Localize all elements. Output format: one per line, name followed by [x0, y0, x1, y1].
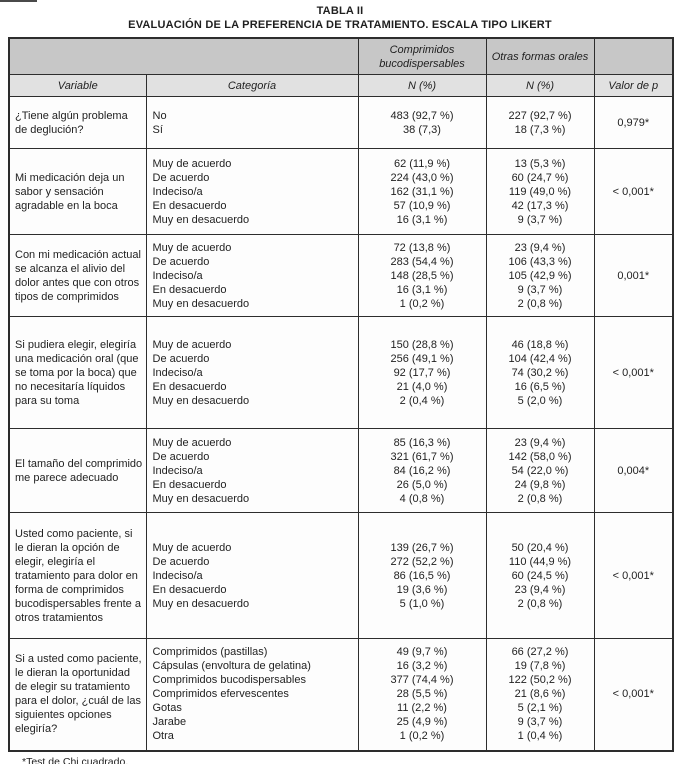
- bucodispersables-value-cell: [358, 429, 486, 513]
- category-line: Muy en desacuerdo: [152, 297, 250, 310]
- p-value-cell: < 0,001*: [594, 149, 673, 235]
- value-line: 1 (0,4 %): [517, 730, 563, 743]
- category-line: Muy de acuerdo: [152, 241, 232, 254]
- category-line: De acuerdo: [152, 171, 210, 184]
- variable-cell: Con mi medicación actual se alcanza el alivio del dolor antes que con otros tipos de comprimidos: [9, 235, 146, 317]
- value-line: 256 (49,1 %): [390, 352, 454, 365]
- bucodispersables-value-cell: [358, 235, 486, 317]
- otras-formas-value-cell: [486, 513, 594, 639]
- value-line: 2 (0,8 %): [517, 597, 563, 610]
- value-line: 74 (30,2 %): [511, 366, 569, 379]
- value-line: 227 (92,7 %): [508, 109, 572, 122]
- value-line: 5 (2,0 %): [517, 394, 563, 407]
- category-line: De acuerdo: [152, 450, 210, 463]
- p-value-cell: < 0,001*: [594, 513, 673, 639]
- value-line: 66 (27,2 %): [511, 646, 569, 659]
- table-title: TABLA II: [316, 5, 364, 17]
- category-line: Comprimidos bucodispersables: [152, 674, 306, 687]
- category-cell: [146, 97, 358, 149]
- category-cell: [146, 149, 358, 235]
- value-line: 483 (92,7 %): [390, 109, 454, 122]
- category-line: De acuerdo: [152, 555, 210, 568]
- bucodispersables-value-cell: [358, 513, 486, 639]
- header-valor-p: Valor de p: [594, 75, 673, 97]
- value-line: 13 (5,3 %): [514, 157, 566, 170]
- value-line: 321 (61,7 %): [390, 450, 454, 463]
- category-line: No: [152, 109, 167, 122]
- otras-formas-value-cell: [486, 639, 594, 751]
- variable-cell: Mi medicación deja un sabor y sensación agradable en la boca: [9, 149, 146, 235]
- value-line: 1 (0,2 %): [399, 730, 445, 743]
- variable-cell: Si a usted como paciente, le dieran la oportunidad de elegir su tratamiento para el dolor, ¿cuál de las siguientes opciones elegiría?: [9, 639, 146, 751]
- value-line: 2 (0,8 %): [517, 492, 563, 505]
- value-line: 23 (9,4 %): [514, 583, 566, 596]
- value-line: 92 (17,7 %): [393, 366, 451, 379]
- value-line: 72 (13,8 %): [393, 241, 451, 254]
- value-line: 4 (0,8 %): [399, 492, 445, 505]
- category-line: De acuerdo: [152, 352, 210, 365]
- category-line: En desacuerdo: [152, 380, 227, 393]
- header-label-row: [9, 75, 673, 97]
- category-line: Indeciso/a: [152, 366, 203, 379]
- category-cell: [146, 235, 358, 317]
- otras-formas-value-cell: [486, 235, 594, 317]
- value-line: 19 (7,8 %): [514, 660, 566, 673]
- value-line: 86 (16,5 %): [393, 569, 451, 582]
- category-line: Indeciso/a: [152, 464, 203, 477]
- category-cell: [146, 513, 358, 639]
- category-line: Muy de acuerdo: [152, 436, 232, 449]
- value-line: 23 (9,4 %): [514, 436, 566, 449]
- scan-artifact-line: [0, 0, 37, 2]
- value-line: 142 (58,0 %): [508, 450, 572, 463]
- header-group-bucodispersables: Comprimidos bucodispersables: [358, 38, 486, 75]
- variable-cell: ¿Tiene algún problema de deglución?: [9, 97, 146, 149]
- category-line: Muy en desacuerdo: [152, 492, 250, 505]
- bucodispersables-value-cell: [358, 149, 486, 235]
- likert-table: [8, 37, 674, 752]
- value-line: 162 (31,1 %): [390, 185, 454, 198]
- category-line: En desacuerdo: [152, 199, 227, 212]
- value-line: 18 (7,3 %): [514, 123, 566, 136]
- header-n-pct-bucodispersables: N (%): [358, 75, 486, 97]
- value-line: 119 (49,0 %): [508, 185, 572, 198]
- value-line: 19 (3,6 %): [396, 583, 448, 596]
- category-line: Indeciso/a: [152, 269, 203, 282]
- category-line: Muy de acuerdo: [152, 541, 232, 554]
- variable-cell: Si pudiera elegir, elegiría una medicación oral (que se toma por la boca) que no necesitaría líquidos para su toma: [9, 317, 146, 429]
- table-header: [9, 38, 673, 97]
- table-row: [9, 235, 673, 317]
- p-value-cell: < 0,001*: [594, 639, 673, 751]
- value-line: 60 (24,5 %): [511, 569, 569, 582]
- value-line: 16 (6,5 %): [514, 380, 566, 393]
- category-line: Muy de acuerdo: [152, 338, 232, 351]
- value-line: 54 (22,0 %): [511, 464, 569, 477]
- header-group-row: [9, 38, 673, 75]
- otras-formas-value-cell: [486, 317, 594, 429]
- category-cell: [146, 317, 358, 429]
- category-line: En desacuerdo: [152, 478, 227, 491]
- header-variable: Variable: [9, 75, 146, 97]
- value-line: 104 (42,4 %): [508, 352, 572, 365]
- category-line: Jarabe: [152, 716, 187, 729]
- header-group-otras-formas: Otras formas orales: [486, 38, 594, 75]
- value-line: 9 (3,7 %): [517, 283, 563, 296]
- table-row: [9, 639, 673, 751]
- table-row: [9, 97, 673, 149]
- value-line: 224 (43,0 %): [390, 171, 454, 184]
- value-line: 5 (1,0 %): [399, 597, 445, 610]
- value-line: 150 (28,8 %): [390, 338, 454, 351]
- otras-formas-value-cell: [486, 149, 594, 235]
- value-line: 50 (20,4 %): [511, 541, 569, 554]
- value-line: 11 (2,2 %): [397, 702, 447, 715]
- value-line: 105 (42,9 %): [508, 269, 572, 282]
- value-line: 9 (3,7 %): [517, 716, 563, 729]
- p-value-cell: 0,004*: [594, 429, 673, 513]
- value-line: 122 (50,2 %): [508, 674, 572, 687]
- value-line: 38 (7,3): [403, 123, 441, 136]
- value-line: 60 (24,7 %): [511, 171, 569, 184]
- value-line: 5 (2,1 %): [517, 702, 563, 715]
- category-line: Gotas: [152, 702, 182, 715]
- p-value-cell: 0,001*: [594, 235, 673, 317]
- category-line: En desacuerdo: [152, 283, 227, 296]
- bucodispersables-value-cell: [358, 639, 486, 751]
- value-line: 46 (18,8 %): [511, 338, 569, 351]
- table-row: [9, 149, 673, 235]
- table-row: [9, 429, 673, 513]
- category-cell: [146, 639, 358, 751]
- header-n-pct-otras-formas: N (%): [486, 75, 594, 97]
- value-line: 148 (28,5 %): [390, 269, 454, 282]
- value-line: 21 (8,6 %): [514, 688, 566, 701]
- value-line: 26 (5,0 %): [396, 478, 448, 491]
- category-line: Indeciso/a: [152, 569, 203, 582]
- category-line: Cápsulas (envoltura de gelatina): [152, 660, 311, 673]
- header-categoria: Categoría: [146, 75, 358, 97]
- value-line: 1 (0,2 %): [399, 297, 445, 310]
- category-line: Muy en desacuerdo: [152, 394, 250, 407]
- category-line: Sí: [152, 123, 163, 136]
- otras-formas-value-cell: [486, 429, 594, 513]
- value-line: 110 (44,9 %): [508, 555, 572, 568]
- value-line: 2 (0,8 %): [517, 297, 563, 310]
- value-line: 106 (43,3 %): [508, 255, 572, 268]
- p-value-cell: < 0,001*: [594, 317, 673, 429]
- category-line: Indeciso/a: [152, 185, 203, 198]
- value-line: 16 (3,1 %): [396, 213, 448, 226]
- category-line: Comprimidos efervescentes: [152, 688, 289, 701]
- value-line: 377 (74,4 %): [390, 674, 454, 687]
- category-line: Comprimidos (pastillas): [152, 646, 268, 659]
- table-body: [9, 97, 673, 751]
- bucodispersables-value-cell: [358, 97, 486, 149]
- value-line: 84 (16,2 %): [393, 464, 451, 477]
- category-line: Muy de acuerdo: [152, 157, 232, 170]
- value-line: 28 (5,5 %): [396, 688, 448, 701]
- value-line: 21 (4,0 %): [396, 380, 448, 393]
- bucodispersables-value-cell: [358, 317, 486, 429]
- category-line: Muy en desacuerdo: [152, 597, 250, 610]
- value-line: 16 (3,2 %): [396, 660, 448, 673]
- table-title-block: [0, 0, 680, 32]
- value-line: 272 (52,2 %): [390, 555, 454, 568]
- value-line: 16 (3,1 %): [396, 283, 448, 296]
- table-subtitle: EVALUACIÓN DE LA PREFERENCIA DE TRATAMIENTO. ESCALA TIPO LIKERT: [128, 19, 552, 31]
- value-line: 62 (11,9 %): [393, 157, 451, 170]
- p-value-cell: 0,979*: [594, 97, 673, 149]
- category-line: En desacuerdo: [152, 583, 227, 596]
- category-line: Muy en desacuerdo: [152, 213, 250, 226]
- variable-cell: El tamaño del comprimido me parece adecuado: [9, 429, 146, 513]
- value-line: 24 (9,8 %): [514, 478, 566, 491]
- otras-formas-value-cell: [486, 97, 594, 149]
- header-empty-cell-right: [594, 38, 673, 75]
- category-cell: [146, 429, 358, 513]
- value-line: 2 (0,4 %): [399, 394, 445, 407]
- value-line: 42 (17,3 %): [511, 199, 569, 212]
- header-empty-cell: [9, 38, 358, 75]
- table-row: [9, 317, 673, 429]
- footnote: *Test de Chi cuadrado.: [22, 755, 129, 764]
- value-line: 139 (26,7 %): [390, 541, 454, 554]
- value-line: 9 (3,7 %): [517, 213, 563, 226]
- value-line: 283 (54,4 %): [390, 255, 454, 268]
- value-line: 23 (9,4 %): [514, 241, 566, 254]
- value-line: 85 (16,3 %): [393, 436, 451, 449]
- table-row: [9, 513, 673, 639]
- value-line: 49 (9,7 %): [396, 646, 448, 659]
- category-line: Otra: [152, 730, 174, 743]
- category-line: De acuerdo: [152, 255, 210, 268]
- value-line: 25 (4,9 %): [396, 716, 448, 729]
- value-line: 57 (10,9 %): [393, 199, 451, 212]
- variable-cell: Usted como paciente, si le dieran la opción de elegir, elegiría el tratamiento para dolor en forma de comprimidos bucodispersables frente a otros tratamientos: [9, 513, 146, 639]
